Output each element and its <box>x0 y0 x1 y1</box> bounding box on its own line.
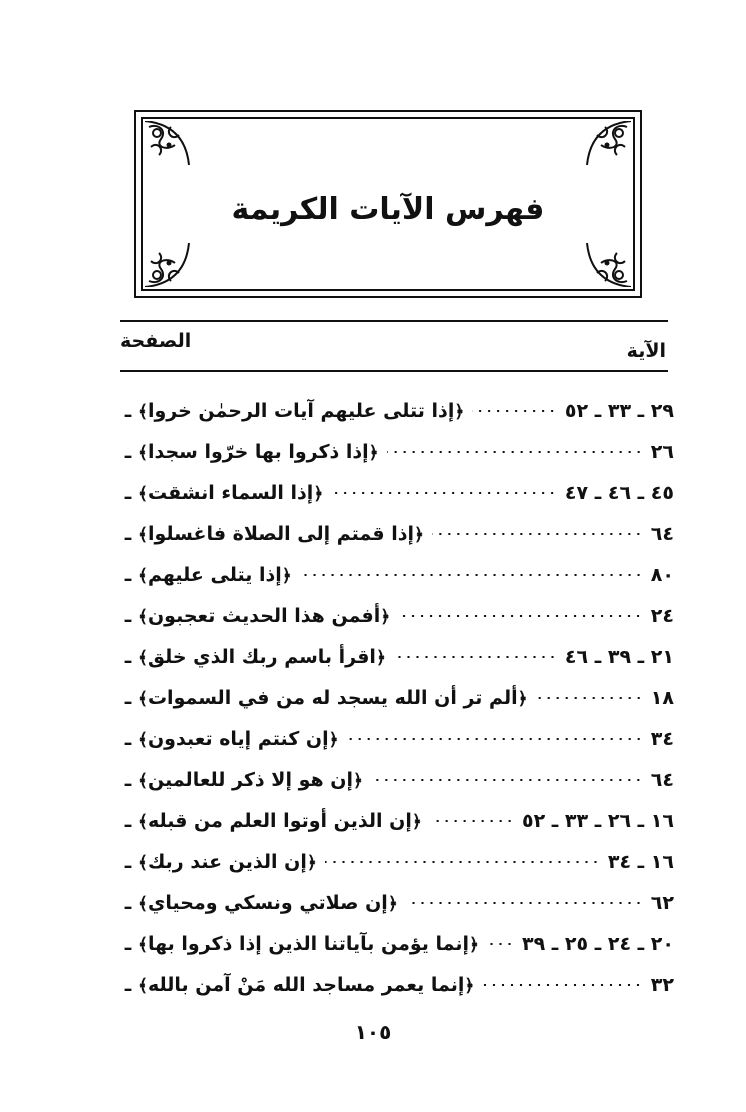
verse-close-bracket: ﴾ <box>138 688 148 709</box>
entry-verse <box>138 974 474 996</box>
entry-dash: ـ <box>124 768 132 791</box>
verse-close-bracket: ﴾ <box>138 442 148 463</box>
entry-pages: ١٨ <box>650 686 674 709</box>
entry-dash: ـ <box>124 645 132 668</box>
verse-close-bracket: ﴾ <box>138 647 148 668</box>
entry-dash: ـ <box>124 891 132 914</box>
verse-text: ألم تر أن الله يسجد له من في السموات <box>147 686 518 709</box>
list-item <box>118 841 674 882</box>
dot-leader <box>387 451 643 453</box>
verse-open-bracket: ﴿ <box>281 565 292 586</box>
entry-verse <box>138 400 464 422</box>
dot-leader <box>482 984 642 986</box>
verse-text: أفمن هذا الحديث تعجبون <box>147 604 381 627</box>
entry-pages: ٢٩ ـ ٣٣ ـ ٥٢ <box>564 399 674 422</box>
verse-close-bracket: ﴾ <box>138 401 148 422</box>
list-item <box>118 554 674 595</box>
entry-pages: ٢٦ <box>650 440 674 463</box>
dot-leader <box>487 943 514 945</box>
verse-open-bracket: ﴿ <box>414 524 424 545</box>
verse-open-bracket: ﴿ <box>306 852 317 873</box>
corner-ornament-icon <box>145 241 191 287</box>
entry-pages: ٦٢ <box>650 891 674 914</box>
entry-verse <box>138 564 292 586</box>
list-item <box>118 636 674 677</box>
corner-ornament-icon <box>145 121 191 167</box>
entry-dash: ـ <box>124 481 132 504</box>
index-list <box>118 390 674 1005</box>
entry-dash: ـ <box>124 399 132 422</box>
verse-open-bracket: ﴿ <box>411 811 422 832</box>
entry-dash: ـ <box>124 604 132 627</box>
list-item <box>118 431 674 472</box>
verse-close-bracket: ﴾ <box>138 975 148 996</box>
entry-dash: ـ <box>124 686 132 709</box>
entry-dash: ـ <box>124 850 132 873</box>
entry-pages: ٢٤ <box>650 604 674 627</box>
entry-pages: ٦٤ <box>650 768 674 791</box>
header-rule-top <box>120 320 668 322</box>
verse-text: إذا ذكروا بها خرّوا سجدا <box>147 440 369 463</box>
list-item <box>118 882 674 923</box>
entry-pages: ٨٠ <box>650 563 674 586</box>
entry-verse <box>138 687 528 709</box>
verse-text: إنما يؤمن بآياتنا الذين إذا ذكروا بها <box>147 932 470 955</box>
entry-verse <box>138 605 390 627</box>
verse-open-bracket: ﴿ <box>313 483 324 504</box>
entry-verse <box>138 851 317 873</box>
corner-ornament-icon <box>585 121 631 167</box>
list-item <box>118 800 674 841</box>
list-item <box>118 964 674 1005</box>
dot-leader <box>398 615 643 617</box>
dot-leader <box>430 820 514 822</box>
entry-verse <box>138 933 479 955</box>
entry-pages: ١٦ ـ ٣٤ <box>607 850 674 873</box>
verse-close-bracket: ﴾ <box>138 606 148 627</box>
verse-close-bracket: ﴾ <box>138 565 148 586</box>
dot-leader <box>472 410 557 412</box>
dot-leader <box>536 697 643 699</box>
list-item <box>118 390 674 431</box>
entry-dash: ـ <box>124 563 132 586</box>
entry-verse <box>138 523 424 545</box>
corner-ornament-icon <box>585 241 631 287</box>
list-item <box>118 718 674 759</box>
verse-text: إن الذين أوتوا العلم من قبله <box>147 809 412 832</box>
entry-pages: ٤٥ ـ ٤٦ ـ ٤٧ <box>564 481 674 504</box>
list-item <box>118 595 674 636</box>
verse-open-bracket: ﴿ <box>517 688 528 709</box>
verse-close-bracket: ﴾ <box>138 483 148 504</box>
entry-pages: ٢٠ ـ ٢٤ ـ ٢٥ ـ ٣٩ <box>521 932 674 955</box>
dot-leader <box>331 492 557 494</box>
verse-open-bracket: ﴿ <box>380 606 391 627</box>
verse-text: إن هو إلا ذكر للعالمين <box>147 768 353 791</box>
dot-leader <box>371 779 643 781</box>
verse-text: إذا قمتم إلى الصلاة فاغسلوا <box>147 522 414 545</box>
entry-pages: ٣٤ <box>650 727 674 750</box>
entry-dash: ـ <box>124 440 132 463</box>
column-header-page: الصفحة <box>120 330 192 352</box>
verse-text: إن صلاتي ونسكي ومحياي <box>147 891 388 914</box>
entry-verse <box>138 769 363 791</box>
entry-pages: ٣٢ <box>650 973 674 996</box>
verse-close-bracket: ﴾ <box>138 729 148 750</box>
entry-pages: ٢١ ـ ٣٩ ـ ٤٦ <box>564 645 674 668</box>
entry-dash: ـ <box>124 522 132 545</box>
list-item <box>118 677 674 718</box>
verse-open-bracket: ﴿ <box>353 770 363 791</box>
entry-verse <box>138 482 323 504</box>
entry-pages: ٦٤ <box>650 522 674 545</box>
entry-verse <box>138 728 339 750</box>
dot-leader <box>394 656 557 658</box>
entry-dash: ـ <box>124 727 132 750</box>
verse-close-bracket: ﴾ <box>138 524 148 545</box>
list-item <box>118 472 674 513</box>
verse-open-bracket: ﴿ <box>368 442 379 463</box>
verse-open-bracket: ﴿ <box>469 934 479 955</box>
list-item <box>118 513 674 554</box>
dot-leader <box>432 533 643 535</box>
dot-leader <box>325 861 600 863</box>
verse-close-bracket: ﴾ <box>138 852 148 873</box>
list-item <box>118 759 674 800</box>
verse-open-bracket: ﴿ <box>387 893 398 914</box>
verse-open-bracket: ﴿ <box>464 975 475 996</box>
page-number: ١٠٥ <box>354 1020 392 1044</box>
verse-text: إن كنتم إياه تعبدون <box>147 727 329 750</box>
verse-close-bracket: ﴾ <box>138 770 148 791</box>
entry-dash: ـ <box>124 932 132 955</box>
dot-leader <box>406 902 643 904</box>
column-header-ayah: الآية <box>626 340 666 362</box>
entry-verse <box>138 810 422 832</box>
verse-text: إن الذين عند ربك <box>147 850 307 873</box>
entry-verse <box>138 441 379 463</box>
entry-dash: ـ <box>124 973 132 996</box>
dot-leader <box>300 574 643 576</box>
entry-verse <box>138 892 398 914</box>
verse-text: إذا تتلى عليهم آيات الرحمٰن خروا <box>147 399 455 422</box>
verse-close-bracket: ﴾ <box>138 811 148 832</box>
verse-text: إنما يعمر مساجد الله مَنْ آمن بالله <box>147 973 465 996</box>
verse-close-bracket: ﴾ <box>138 893 148 914</box>
verse-open-bracket: ﴿ <box>328 729 339 750</box>
verse-text: اقرأ باسم ربك الذي خلق <box>147 645 376 668</box>
entry-dash: ـ <box>124 809 132 832</box>
verse-text: إذا يتلى عليهم <box>147 563 282 586</box>
header-rule-bottom <box>120 370 668 372</box>
title-frame <box>134 110 642 298</box>
dot-leader <box>347 738 643 740</box>
verse-open-bracket: ﴿ <box>375 647 386 668</box>
list-item <box>118 923 674 964</box>
verse-close-bracket: ﴾ <box>138 934 148 955</box>
entry-verse <box>138 646 386 668</box>
verse-text: إذا السماء انشقت <box>147 481 314 504</box>
entry-pages: ١٦ ـ ٢٦ ـ ٣٣ ـ ٥٢ <box>521 809 674 832</box>
page-title: فهرس الآيات الكريمة <box>231 192 545 227</box>
verse-open-bracket: ﴿ <box>454 401 465 422</box>
